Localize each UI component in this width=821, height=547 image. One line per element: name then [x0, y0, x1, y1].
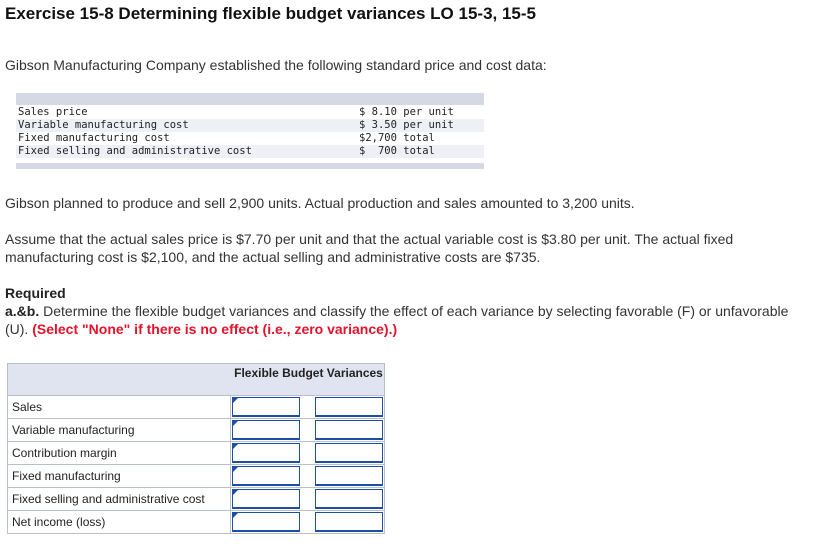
row-label: Fixed manufacturing cost [18, 132, 170, 144]
table-row [7, 488, 385, 511]
sales-effect-select[interactable] [315, 397, 383, 417]
row-value: $ 3.50 per unit [359, 119, 454, 131]
variable-manufacturing-effect-select[interactable] [315, 420, 383, 440]
dropdown-marker-icon [233, 513, 238, 518]
row-label: Variable manufacturing cost [18, 119, 189, 131]
row-label: Net income (loss) [7, 511, 231, 533]
required-note: (Select "None" if there is no effect (i.e., zero variance).) [32, 321, 398, 337]
dropdown-marker-icon [233, 467, 238, 472]
dropdown-marker-icon [233, 421, 238, 426]
required-section [5, 284, 815, 338]
fixed-manufacturing-effect-select[interactable] [315, 466, 383, 486]
row-label: Fixed selling and administrative cost [7, 488, 231, 510]
exercise-title: Exercise 15-8 Determining flexible budget variances LO 15-3, 15-5 [5, 4, 537, 23]
assumption-text: Assume that the actual sales price is $7.70 per unit and that the actual variable cost is $3.80 per unit. The actual fixed manufacturing cost is $2,100, and the actual selling and administrative costs are $735. [5, 231, 734, 265]
required-heading: Required [5, 285, 66, 301]
fixed-selling-admin-effect-select[interactable] [315, 489, 383, 509]
column-header [232, 364, 385, 395]
table-row [16, 106, 484, 119]
table-row [16, 132, 484, 145]
sales-amount-input[interactable] [232, 397, 300, 417]
header-blank-cell [8, 364, 232, 395]
standard-data-table [16, 93, 484, 170]
row-value: $ 700 total [359, 145, 435, 157]
contribution-margin-amount-input[interactable] [232, 443, 300, 463]
dropdown-marker-icon [233, 398, 238, 403]
net-income-effect-select[interactable] [315, 512, 383, 532]
table-top-bar [16, 93, 484, 105]
row-label: Variable manufacturing [7, 419, 231, 441]
row-label: Sales [7, 396, 231, 418]
intro-text: Gibson Manufacturing Company established the following standard price and cost data: [5, 57, 547, 73]
table-row [7, 396, 385, 419]
fixed-manufacturing-amount-input[interactable] [232, 466, 300, 486]
contribution-margin-effect-select[interactable] [315, 443, 383, 463]
row-label: Sales price [18, 106, 88, 118]
planned-text: Gibson planned to produce and sell 2,900 units. Actual production and sales amounted to 3,200 units. [5, 195, 635, 211]
row-label: Fixed selling and administrative cost [18, 145, 252, 157]
header-text: Flexible Budget Variances [234, 366, 383, 380]
fixed-selling-admin-amount-input[interactable] [232, 489, 300, 509]
row-value: $2,700 total [359, 132, 435, 144]
table-row [16, 145, 484, 158]
row-label: Fixed manufacturing [7, 465, 231, 487]
table-row [7, 442, 385, 465]
required-instructions: Determine the flexible budget variances and classify the effect of each variance by selecting favorable (F) or unfavorable (U). [5, 303, 789, 337]
dropdown-marker-icon [233, 444, 238, 449]
net-income-amount-input[interactable] [232, 512, 300, 532]
table-right-border [384, 363, 385, 534]
table-row [7, 419, 385, 442]
row-label: Contribution margin [7, 442, 231, 464]
part-label: a.&b. [5, 303, 40, 319]
table-row [7, 465, 385, 488]
row-value: $ 8.10 per unit [359, 106, 454, 118]
table-row [16, 119, 484, 132]
variance-table-header [7, 363, 385, 396]
table-bottom-bar [16, 163, 484, 169]
table-row [7, 511, 385, 534]
variable-manufacturing-amount-input[interactable] [232, 420, 300, 440]
dropdown-marker-icon [233, 490, 238, 495]
